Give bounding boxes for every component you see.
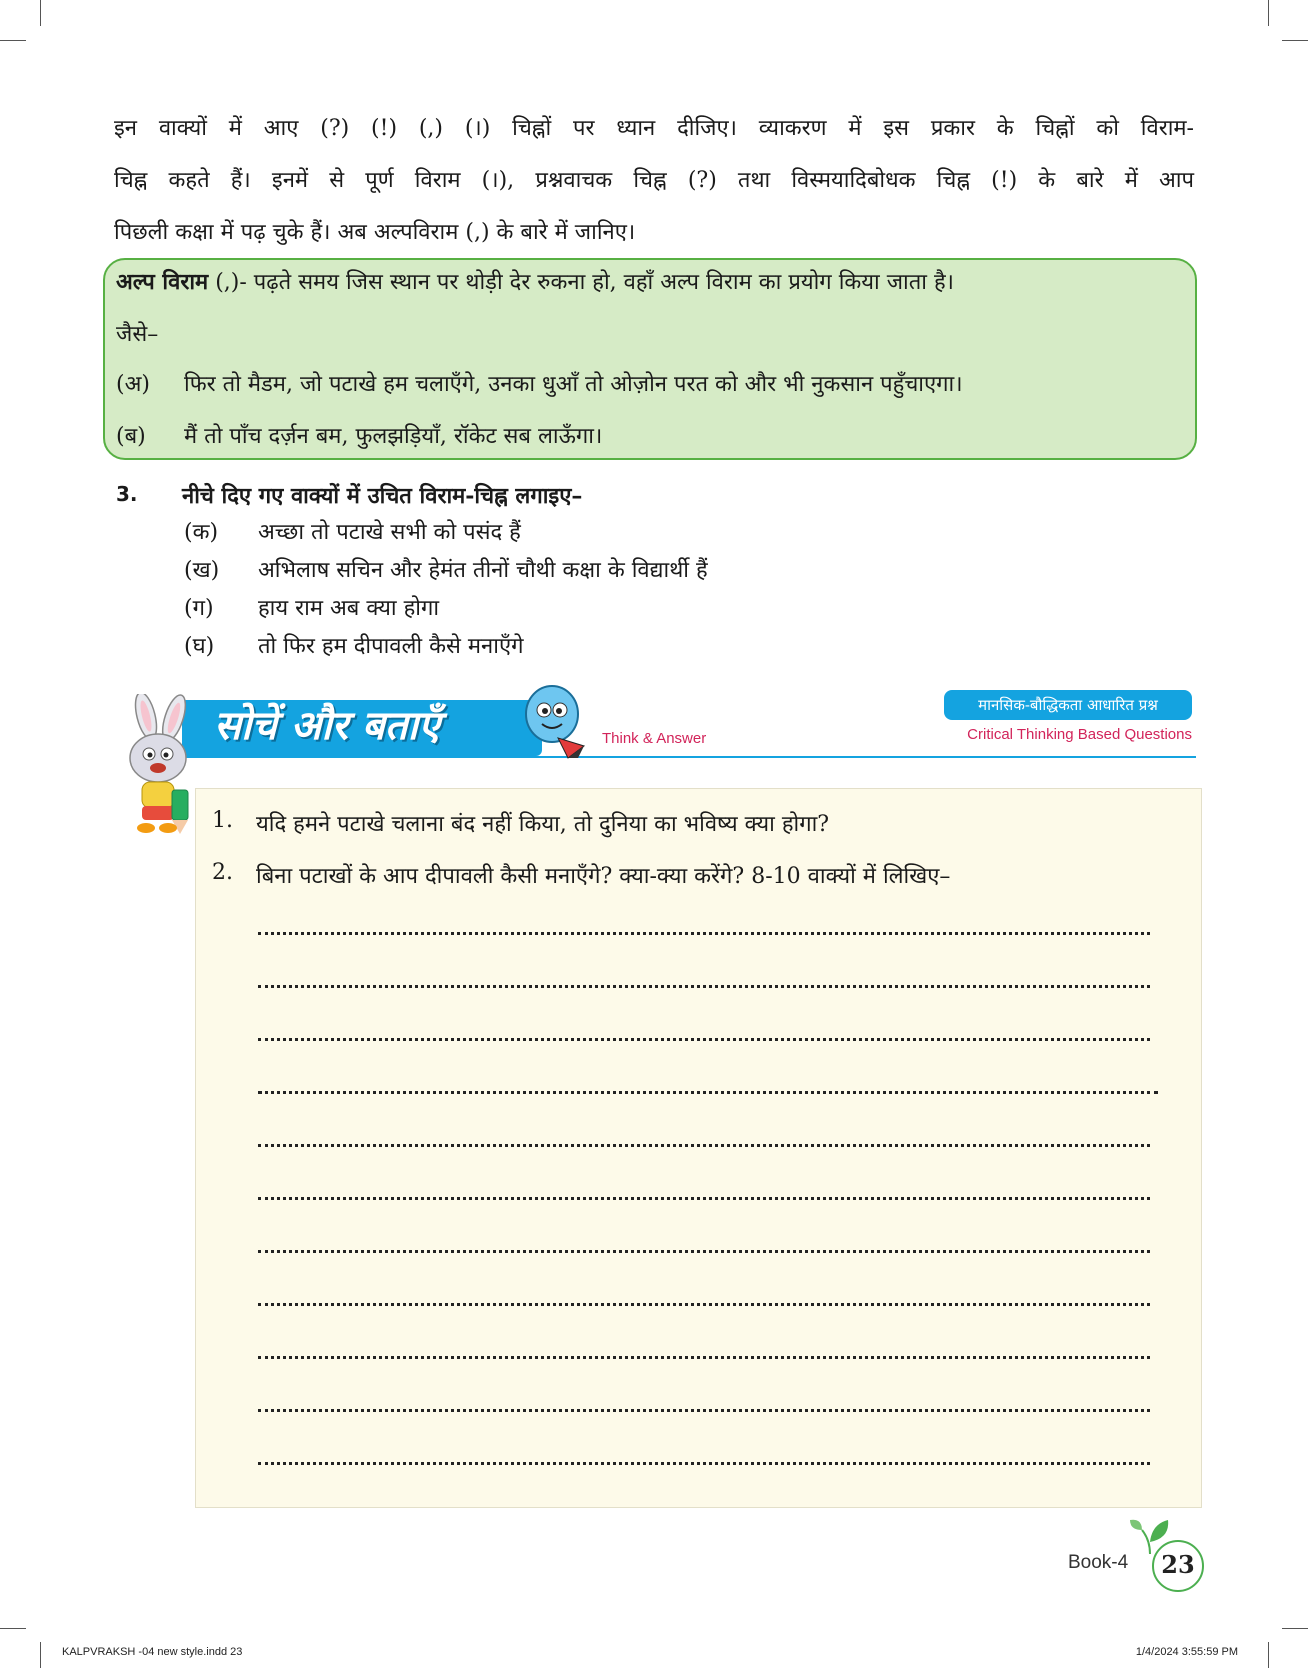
- section-badge-subtitle: Critical Thinking Based Questions: [967, 726, 1192, 743]
- answer-line[interactable]: [258, 932, 1150, 935]
- book-label: Book-4: [1068, 1552, 1129, 1573]
- rabbit-mascot-icon: [108, 694, 208, 840]
- answer-line[interactable]: [258, 1144, 1150, 1147]
- answer-line[interactable]: [258, 1091, 1158, 1094]
- answer-line[interactable]: [258, 1303, 1150, 1306]
- exercise-item-label: (घ): [184, 634, 215, 659]
- crop-mark: [1268, 0, 1269, 26]
- exercise-item-text: अच्छा तो पटाखे सभी को पसंद हैं: [258, 520, 521, 545]
- intro-line-1: इन वाक्यों में आए (?) (!) (,) (।) चिह्नों पर ध्यान दीजिए। व्याकरण में इस प्रकार के चिह्नों को विराम-: [114, 116, 1194, 141]
- exercise-item-text: अभिलाष सचिन और हेमंत तीनों चौथी कक्षा के विद्यार्थी हैं: [258, 558, 708, 583]
- example-item-text: फिर तो मैडम, जो पटाखे हम चलाएँगे, उनका धुआँ तो ओज़ोन परत को और भी नुकसान पहुँचाएगा।: [184, 372, 963, 397]
- answer-line[interactable]: [258, 1038, 1150, 1041]
- intro-line-3: पिछली कक्षा में पढ़ चुके हैं। अब अल्पविराम (,) के बारे में जानिए।: [114, 220, 636, 245]
- answer-line[interactable]: [258, 985, 1150, 988]
- file-slug: KALPVRAKSH -04 new style.indd 23: [62, 1646, 243, 1658]
- exercise-item-label: (क): [184, 520, 219, 545]
- answer-line[interactable]: [258, 1356, 1150, 1359]
- answer-line[interactable]: [258, 1197, 1150, 1200]
- page-number: 23: [1161, 1550, 1195, 1579]
- crop-mark: [40, 0, 41, 26]
- crop-mark: [0, 40, 26, 41]
- answer-line[interactable]: [258, 1250, 1150, 1253]
- example-item-text: मैं तो पाँच दर्ज़न बम, फुलझड़ियाँ, रॉकेट सब लाऊँगा।: [184, 424, 603, 449]
- exercise-item-label: (ग): [184, 596, 214, 621]
- question-item-text: बिना पटाखों के आप दीपावली कैसी मनाएँगे? क्या-क्या करेंगे? 8-10 वाक्यों में लिखिए–: [256, 864, 951, 889]
- section-subtitle: Think & Answer: [602, 730, 707, 747]
- section-divider: [182, 756, 1196, 758]
- definition-term: अल्प विराम: [116, 269, 209, 295]
- example-item-label: (अ): [116, 372, 150, 397]
- crop-mark: [1282, 40, 1308, 41]
- crop-mark: [0, 1628, 26, 1629]
- question-item-label: 1.: [212, 808, 233, 833]
- question-item-text: यदि हमने पटाखे चलाना बंद नहीं किया, तो दुनिया का भविष्य क्या होगा?: [256, 812, 830, 837]
- pencil-mascot-icon: [518, 682, 588, 760]
- exercise-number: 3.: [116, 482, 138, 506]
- exercise-item-text: हाय राम अब क्या होगा: [258, 596, 440, 621]
- crop-mark: [40, 1642, 41, 1668]
- exercise-item-label: (ख): [184, 558, 220, 583]
- intro-line-2: चिह्न कहते हैं। इनमें से पूर्ण विराम (।), प्रश्नवाचक चिह्न (?) तथा विस्मयादिबोधक चिह्न (!) के बारे में आप: [114, 168, 1194, 193]
- answer-line[interactable]: [258, 1409, 1150, 1412]
- definition-line: [116, 266, 954, 296]
- section-badge: मानसिक-बौद्धिकता आधारित प्रश्न: [944, 690, 1192, 720]
- example-item-label: (ब): [116, 424, 146, 449]
- answer-line[interactable]: [258, 1462, 1150, 1465]
- exercise-title: नीचे दिए गए वाक्यों में उचित विराम-चिह्न लगाइए–: [182, 483, 583, 509]
- crop-mark: [1282, 1628, 1308, 1629]
- answer-box: [195, 788, 1202, 1508]
- question-item-label: 2.: [212, 860, 233, 885]
- exercise-item-text: तो फिर हम दीपावली कैसे मनाएँगे: [258, 634, 524, 659]
- section-title: सोचें और बताएँ: [214, 702, 441, 749]
- example-label: जैसे–: [116, 322, 159, 347]
- print-timestamp: 1/4/2024 3:55:59 PM: [1135, 1646, 1238, 1658]
- definition-text: (,)- पढ़ते समय जिस स्थान पर थोड़ी देर रुकना हो, वहाँ अल्प विराम का प्रयोग किया जाता है।: [215, 270, 955, 295]
- crop-mark: [1268, 1642, 1269, 1668]
